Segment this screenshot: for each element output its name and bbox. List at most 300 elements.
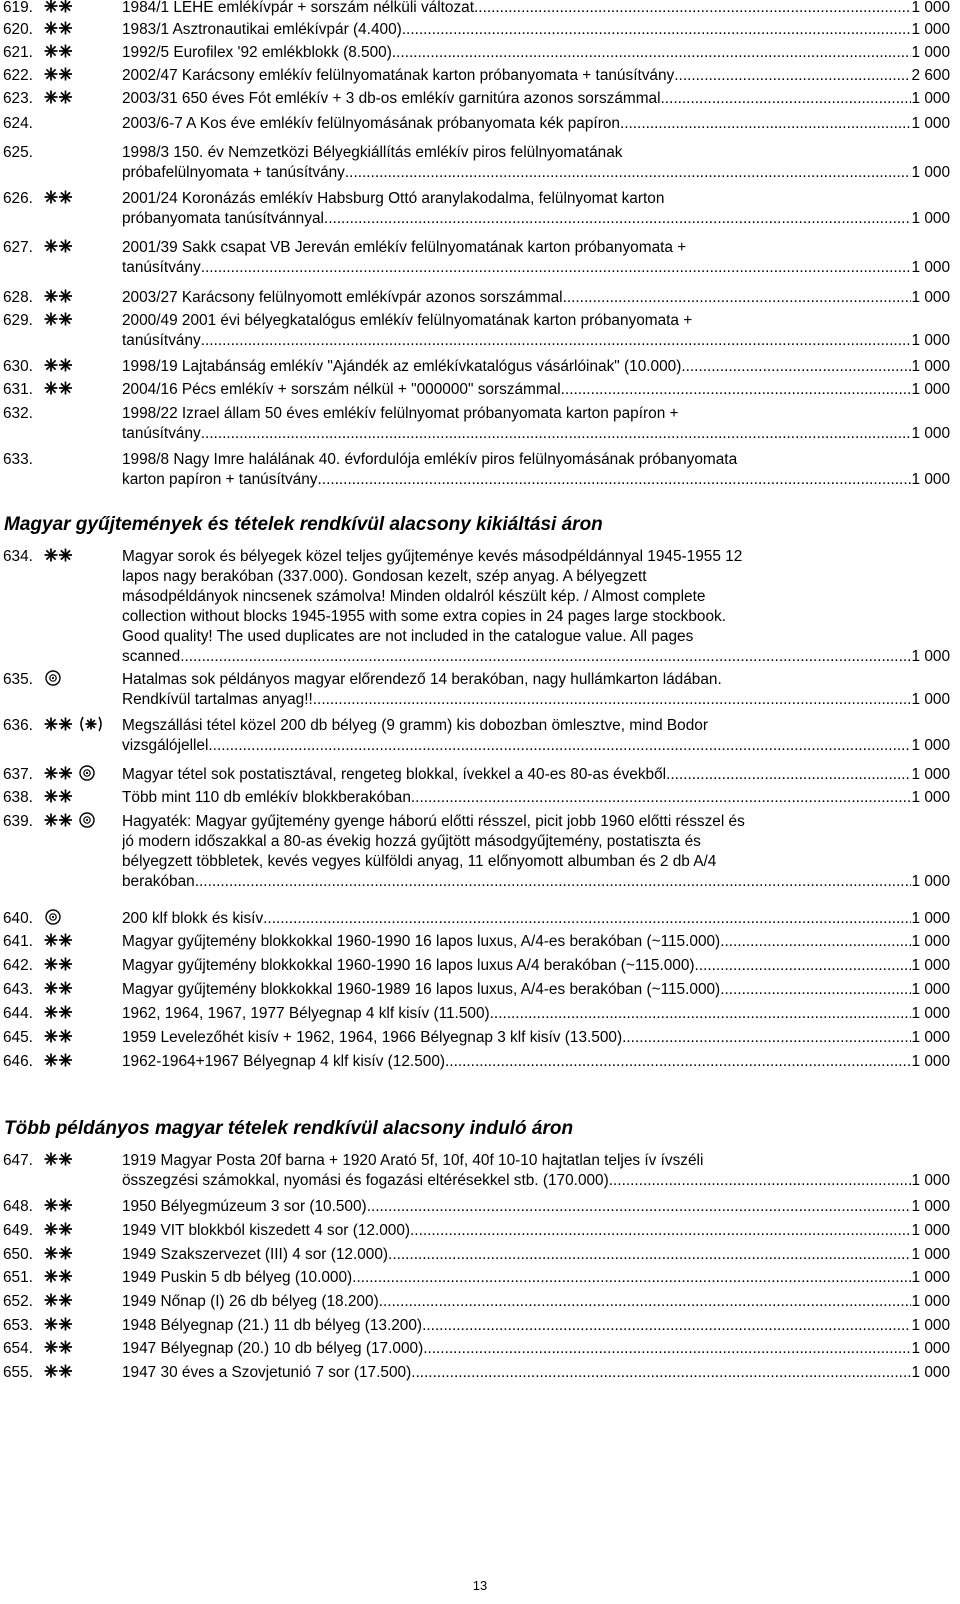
lot-price: 1 000 [911, 981, 950, 998]
lot-number: 644. [3, 1005, 33, 1022]
lot-price: 1 000 [911, 691, 950, 708]
lot-number: 630. [3, 358, 33, 375]
lot-icons [44, 21, 74, 39]
lot-icons [44, 381, 74, 399]
lot-description [122, 812, 950, 892]
leader-dots [324, 209, 912, 229]
lot-description [122, 450, 950, 490]
description-line [122, 1028, 950, 1048]
description-line [122, 66, 950, 86]
description-text: 2004/16 Pécs emlékív + sorszám nélkül + "000000" sorszámmal [122, 381, 561, 398]
lot-number: 636. [3, 717, 33, 734]
description-text: 2001/24 Koronázás emlékív Habsburg Ottó aranylakodalma, felülnyomat karton [122, 190, 665, 207]
lot-price: 1 000 [911, 648, 950, 665]
lot-price: 1 000 [911, 259, 950, 276]
lot-icons [44, 671, 62, 689]
description-text: 1949 Puskin 5 db bélyeg (10.000) [122, 1269, 353, 1286]
two-stars-icon [44, 1267, 74, 1290]
lot-icons [44, 1029, 74, 1047]
description-text: Rendkívül tartalmas anyag!! [122, 691, 313, 708]
description-text: összegzési számokkal, nyomási és fogazási eltérésekkel stb. (170.000) [122, 1172, 609, 1189]
lot-price: 1 000 [911, 1172, 950, 1189]
lot-description [122, 1339, 950, 1359]
two-stars-icon [44, 1338, 74, 1361]
description-line [122, 980, 950, 1000]
description-text: 1998/22 Izrael állam 50 éves emlékív felülnyomat próbanyomata karton papíron + [122, 405, 679, 422]
lot-icons [44, 0, 74, 17]
postmark-icon [78, 764, 96, 787]
lot-price: 1 000 [911, 381, 950, 398]
description-line [122, 189, 950, 209]
leader-dots [313, 690, 912, 710]
description-line [122, 143, 950, 163]
lot-price: 1 000 [911, 1198, 950, 1215]
lot-icons [44, 957, 74, 975]
lot-description [122, 189, 950, 229]
lot-description [122, 1245, 950, 1265]
lot-description [122, 0, 950, 18]
lot-price: 1 000 [911, 115, 950, 132]
description-line [122, 163, 950, 183]
leader-dots [620, 114, 912, 134]
lot-price: 1 000 [911, 90, 950, 107]
description-line [122, 1339, 950, 1359]
description-line [122, 1245, 950, 1265]
lot-icons [44, 813, 96, 831]
description-text: tanúsítvány [122, 425, 201, 442]
lot-description [122, 1197, 950, 1217]
description-line [122, 607, 950, 627]
description-line [122, 956, 950, 976]
lot-price: 1 000 [911, 1340, 950, 1357]
lot-description [122, 716, 950, 756]
description-text: tanúsítvány [122, 332, 201, 349]
lot-icons [44, 312, 74, 330]
description-line [122, 736, 950, 756]
description-line [122, 0, 950, 18]
lot-price: 1 000 [911, 766, 950, 783]
page-number: 13 [472, 1578, 488, 1593]
lot-price: 1 000 [911, 0, 950, 16]
leader-dots [609, 1171, 912, 1191]
description-line [122, 812, 950, 832]
description-text: lapos nagy berakóban (337.000). Gondosan kezelt, szép anyag. A bélyegzett [122, 568, 647, 585]
description-text: Magyar sorok és bélyegek közel teljes gyűjteménye kevés másodpéldánnyal 1945-1955 12 [122, 548, 743, 565]
lot-price: 1 000 [911, 910, 950, 927]
two-stars-icon [44, 1362, 74, 1385]
description-text: 1983/1 Asztronautikai emlékívpár (4.400) [122, 21, 402, 38]
lot-icons [44, 910, 62, 928]
description-text: 1984/1 LEHE emlékívpár + sorszám nélküli változat [122, 0, 475, 16]
leader-dots [661, 89, 912, 109]
lot-price: 1 000 [911, 332, 950, 349]
description-line [122, 1221, 950, 1241]
lot-number: 626. [3, 190, 33, 207]
description-text: 1948 Bélyegnap (21.) 11 db bélyeg (13.200) [122, 1317, 423, 1334]
leader-dots [490, 1004, 912, 1024]
lot-icons [44, 239, 74, 257]
lot-description [122, 380, 950, 400]
section-heading: Több példányos magyar tételek rendkívül alacsony induló áron [4, 1118, 574, 1139]
lot-number: 649. [3, 1222, 33, 1239]
description-line [122, 690, 950, 710]
description-line [122, 331, 950, 351]
two-stars-icon [44, 1003, 74, 1026]
description-line [122, 209, 950, 229]
description-text: 1998/19 Lajtabánság emlékív "Ajándék az emlékívkatalógus vásárlóinak" (10.000) [122, 358, 682, 375]
lot-number: 628. [3, 289, 33, 306]
lot-number: 650. [3, 1246, 33, 1263]
two-stars-icon [44, 287, 74, 310]
description-line [122, 311, 950, 331]
description-line [122, 404, 950, 424]
lot-price: 1 000 [911, 873, 950, 890]
leader-dots [318, 470, 912, 490]
lot-number: 620. [3, 21, 33, 38]
lot-description [122, 1028, 950, 1048]
description-text: jó modern időszakkal a 80-as évekig hozzá gyűjtött másodgyűjtemény, postatiszta és [122, 833, 701, 850]
lot-price: 1 000 [911, 21, 950, 38]
description-text: 1919 Magyar Posta 20f barna + 1920 Arató 5f, 10f, 40f 10-10 hajtatlan teljes ív ívszéli [122, 1152, 704, 1169]
lot-description [122, 932, 950, 952]
leader-dots [674, 66, 911, 86]
lot-description [122, 1221, 950, 1241]
leader-dots [402, 20, 912, 40]
lot-number: 637. [3, 766, 33, 783]
description-line [122, 872, 950, 892]
description-text: karton papíron + tanúsítvány [122, 471, 318, 488]
lot-description [122, 1363, 950, 1383]
description-text: 2003/27 Karácsony felülnyomott emlékívpár azonos sorszámmal [122, 289, 563, 306]
lot-number: 651. [3, 1269, 33, 1286]
description-text: collection without blocks 1945-1955 with some extra copies in 24 pages large stockbook. [122, 608, 726, 625]
two-stars-icon [44, 310, 74, 333]
description-line [122, 567, 950, 587]
leader-dots [263, 909, 911, 929]
description-line [122, 832, 950, 852]
lot-icons [44, 717, 104, 735]
leader-dots [411, 1363, 911, 1383]
lot-description [122, 980, 950, 1000]
lot-price: 2 600 [911, 67, 950, 84]
lot-number: 629. [3, 312, 33, 329]
lot-icons [44, 1364, 74, 1382]
description-line [122, 670, 950, 690]
lot-number: 640. [3, 910, 33, 927]
description-text: Több mint 110 db emlékív blokkberakóban [122, 789, 411, 806]
description-text: bélyegzett többletek, kevés vegyes külföldi anyag, 11 előnyomott albumban és 2 db A/4 [122, 853, 717, 870]
description-text: tanúsítvány [122, 259, 201, 276]
description-text: Hagyaték: Magyar gyűjtemény gyenge háború előtti résszel, picit jobb 1960 előtti résszel és [122, 813, 745, 830]
two-stars-icon [44, 42, 74, 65]
lot-icons [44, 1293, 74, 1311]
description-line [122, 380, 950, 400]
description-line [122, 852, 950, 872]
lot-number: 631. [3, 381, 33, 398]
description-line [122, 288, 950, 308]
description-line [122, 1151, 950, 1171]
lot-icons [44, 1053, 74, 1071]
two-stars-icon [44, 0, 74, 20]
lot-description [122, 1268, 950, 1288]
lot-price: 1 000 [911, 789, 950, 806]
section-heading: Magyar gyűjtemények és tételek rendkívül alacsony kikiáltási áron [4, 514, 603, 535]
lot-number: 634. [3, 548, 33, 565]
two-stars-icon [44, 1315, 74, 1338]
description-text: 1947 Bélyegnap (20.) 10 db bélyeg (17.000) [122, 1340, 424, 1357]
description-line [122, 357, 950, 377]
leader-dots [345, 163, 912, 183]
lot-icons [44, 1340, 74, 1358]
lot-description [122, 357, 950, 377]
lot-number: 622. [3, 67, 33, 84]
lot-icons [44, 1005, 74, 1023]
description-line [122, 909, 950, 929]
two-stars-icon [44, 356, 74, 379]
description-line [122, 89, 950, 109]
lot-description [122, 909, 950, 929]
leader-dots [720, 980, 911, 1000]
lot-icons [44, 44, 74, 62]
lot-description [122, 956, 950, 976]
lot-description [122, 670, 950, 710]
lot-number: 639. [3, 813, 33, 830]
description-text: 1949 Szakszervezet (III) 4 sor (12.000) [122, 1246, 389, 1263]
lot-number: 632. [3, 405, 33, 422]
leader-dots [423, 1339, 911, 1359]
description-text: 1998/8 Nagy Imre halálának 40. évfordulója emlékív piros felülnyomásának próbanyomata [122, 451, 738, 468]
leader-dots [352, 1268, 911, 1288]
lot-price: 1 000 [911, 358, 950, 375]
description-line [122, 647, 950, 667]
leader-dots [474, 0, 911, 18]
lot-description [122, 89, 950, 109]
lot-price: 1 000 [911, 210, 950, 227]
two-stars-icon [44, 764, 74, 787]
two-stars-icon [44, 1027, 74, 1050]
lot-icons [44, 90, 74, 108]
leader-dots [184, 647, 911, 667]
lot-icons [44, 1198, 74, 1216]
lot-description [122, 114, 950, 134]
lot-number: 635. [3, 671, 33, 688]
lot-icons [44, 67, 74, 85]
description-line [122, 1052, 950, 1072]
lot-price: 1 000 [911, 44, 950, 61]
description-text: 1949 VIT blokkból kiszedett 4 sor (12.000) [122, 1222, 411, 1239]
lot-icons [44, 289, 74, 307]
leader-dots [410, 1221, 911, 1241]
lot-description [122, 43, 950, 63]
lot-number: 625. [3, 144, 33, 161]
two-stars-icon [44, 19, 74, 42]
lot-price: 1 000 [911, 1053, 950, 1070]
lot-number: 647. [3, 1152, 33, 1169]
lot-description [122, 547, 950, 667]
postmark-icon [78, 811, 96, 834]
lot-description [122, 66, 950, 86]
description-text: 2003/31 650 éves Fót emlékív + 3 db-os emlékív garnitúra azonos sorszámmal [122, 90, 661, 107]
leader-dots [201, 331, 912, 351]
description-text: berakóban [122, 873, 195, 890]
leader-dots [681, 357, 911, 377]
lot-number: 627. [3, 239, 33, 256]
description-text: 1949 Nőnap (I) 26 db bélyeg (18.200) [122, 1293, 379, 1310]
lot-number: 624. [3, 115, 33, 132]
leader-dots [392, 43, 912, 63]
description-line [122, 1171, 950, 1191]
lot-price: 1 000 [911, 1293, 950, 1310]
lot-price: 1 000 [911, 1246, 950, 1263]
description-text: 200 klf blokk és kisív [122, 910, 264, 927]
lot-number: 642. [3, 957, 33, 974]
lot-price: 1 000 [911, 289, 950, 306]
lot-description [122, 1151, 950, 1191]
lot-icons [44, 1222, 74, 1240]
lot-description [122, 238, 950, 278]
two-stars-icon [44, 1244, 74, 1267]
lot-number: 652. [3, 1293, 33, 1310]
leader-dots [208, 736, 911, 756]
leader-dots [445, 1052, 911, 1072]
lot-price: 1 000 [911, 957, 950, 974]
description-text: 2001/39 Sakk csapat VB Jereván emlékív felülnyomatának karton próbanyomata + [122, 239, 687, 256]
lot-icons [44, 1317, 74, 1335]
description-text: 1992/5 Eurofilex '92 emlékblokk (8.500) [122, 44, 392, 61]
lot-icons [44, 981, 74, 999]
description-text: 2002/47 Karácsony emlékív felülnyomatának karton próbanyomata + tanúsítvány [122, 67, 675, 84]
lot-icons [44, 766, 96, 784]
description-line [122, 1268, 950, 1288]
description-line [122, 1316, 950, 1336]
two-stars-icon [44, 811, 74, 834]
lot-price: 1 000 [911, 933, 950, 950]
two-stars-icon [44, 188, 74, 211]
lot-number: 641. [3, 933, 33, 950]
two-stars-icon [44, 787, 74, 810]
description-line [122, 1004, 950, 1024]
description-text: Magyar gyűjtemény blokkokkal 1960-1990 16 lapos luxus, A/4-es berakóban (~115.000) [122, 933, 721, 950]
lot-description [122, 1316, 950, 1336]
description-text: 1962-1964+1967 Bélyegnap 4 klf kisív (12.500) [122, 1053, 446, 1070]
two-stars-icon [44, 379, 74, 402]
leader-dots [367, 1197, 912, 1217]
two-stars-icon [44, 1196, 74, 1219]
leader-dots [622, 1028, 911, 1048]
description-line [122, 1197, 950, 1217]
description-line [122, 114, 950, 134]
lot-price: 1 000 [911, 1317, 950, 1334]
description-text: próbafelülnyomata + tanúsítvány [122, 164, 345, 181]
two-stars-icon [44, 546, 74, 569]
description-text: vizsgálójellel [122, 737, 209, 754]
description-line [122, 716, 950, 736]
two-stars-icon [44, 1220, 74, 1243]
description-text: Magyar gyűjtemény blokkokkal 1960-1989 16 lapos luxus, A/4-es berakóban (~115.000) [122, 981, 721, 998]
lot-description [122, 765, 950, 785]
leader-dots [666, 765, 911, 785]
leader-dots [379, 1292, 912, 1312]
leader-dots [561, 380, 912, 400]
description-text: 1947 30 éves a Szovjetunió 7 sor (17.500) [122, 1364, 412, 1381]
description-line [122, 258, 950, 278]
lot-number: 621. [3, 44, 33, 61]
description-line [122, 470, 950, 490]
description-line [122, 1363, 950, 1383]
leader-dots [695, 956, 912, 976]
leader-dots [563, 288, 912, 308]
description-line [122, 238, 950, 258]
description-text: próbanyomata tanúsítvánnyal [122, 210, 324, 227]
description-text: Hatalmas sok példányos magyar előrendező 14 berakóban, nagy hullámkarton ládában. [122, 671, 722, 688]
lot-number: 654. [3, 1340, 33, 1357]
postmark-icon [44, 669, 62, 692]
description-line [122, 43, 950, 63]
lot-price: 1 000 [911, 1029, 950, 1046]
description-text: 2003/6-7 A Kos éve emlékív felülnyomásának próbanyomata kék papíron [122, 115, 620, 132]
leader-dots [195, 872, 912, 892]
lot-description [122, 1004, 950, 1024]
lot-number: 645. [3, 1029, 33, 1046]
description-text: 1959 Levelezőhét kisív + 1962, 1964, 1966 Bélyegnap 3 klf kisív (13.500) [122, 1029, 623, 1046]
leader-dots [388, 1245, 911, 1265]
two-stars-icon [44, 1291, 74, 1314]
lot-number: 623. [3, 90, 33, 107]
lot-number: 619. [3, 0, 33, 16]
postmark-icon [44, 908, 62, 931]
lot-description [122, 143, 950, 183]
leader-dots [411, 788, 912, 808]
description-line [122, 547, 950, 567]
leader-dots [201, 258, 912, 278]
lot-description [122, 1292, 950, 1312]
description-text: Magyar tétel sok postatisztával, rengeteg blokkal, ívekkel a 40-es 80-as évekből [122, 766, 667, 783]
lot-description [122, 20, 950, 40]
lot-icons [44, 933, 74, 951]
description-text: Magyar gyűjtemény blokkokkal 1960-1990 16 lapos luxus A/4 berakóban (~115.000) [122, 957, 695, 974]
lot-number: 646. [3, 1053, 33, 1070]
two-stars-icon [44, 931, 74, 954]
description-text: 2000/49 2001 évi bélyegkatalógus emlékív felülnyomatának karton próbanyomata + [122, 312, 693, 329]
lot-number: 648. [3, 1198, 33, 1215]
lot-number: 655. [3, 1364, 33, 1381]
description-text: másodpéldányok nincsenek számolva! Minden oldalról készült kép. / Almost complete [122, 588, 706, 605]
lot-description [122, 788, 950, 808]
lot-price: 1 000 [911, 1222, 950, 1239]
description-line [122, 788, 950, 808]
two-stars-icon [44, 715, 74, 738]
description-line [122, 424, 950, 444]
lot-description [122, 288, 950, 308]
two-stars-icon [44, 88, 74, 111]
lot-description [122, 311, 950, 351]
lot-icons [44, 1269, 74, 1287]
description-text: Megszállási tétel közel 200 db bélyeg (9 gramm) kis dobozban ömlesztve, mind Bodor [122, 717, 708, 734]
description-line [122, 765, 950, 785]
lot-icons [44, 190, 74, 208]
star-in-parens-icon [78, 715, 104, 738]
lot-price: 1 000 [911, 164, 950, 181]
two-stars-icon [44, 237, 74, 260]
description-line [122, 932, 950, 952]
lot-icons [44, 548, 74, 566]
description-line [122, 587, 950, 607]
description-line [122, 627, 950, 647]
lot-number: 633. [3, 451, 33, 468]
lot-description [122, 1052, 950, 1072]
description-text: Good quality! The used duplicates are not included in the catalogue value. All pages [122, 628, 694, 645]
two-stars-icon [44, 1051, 74, 1074]
